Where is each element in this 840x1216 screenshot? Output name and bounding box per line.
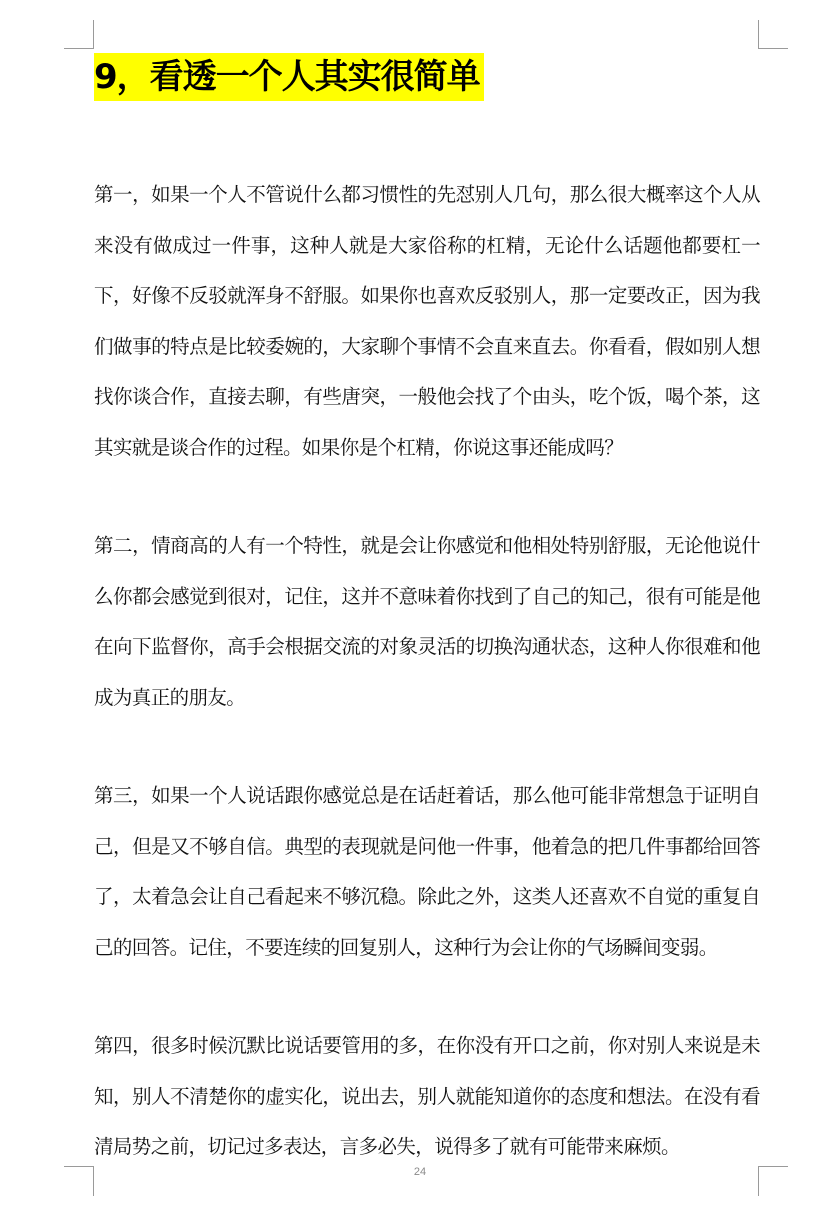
page-title: 9，看透一个人其实很简单 [94,53,484,101]
paragraph-third: 第三，如果一个人说话跟你感觉总是在话赶着话，那么他可能非常想急于证明自己，但是又不够自信。典型的表现就是问他一件事，他着急的把几件事都给回答了，太着急会让自己看起来不够沉稳。除此之外，这类人还喜欢不自觉的重复自己的回答。记住，不要连续的回复别人，这种行为会让你的气场瞬间变弱。 [94,784,760,959]
crop-mark-top-left-vertical [93,20,94,49]
crop-mark-top-right-horizontal [758,48,788,49]
paragraph-first: 第一，如果一个人不管说什么都习惯性的先怼别人几句，那么很大概率这个人从来没有做成过一件事，这种人就是大家俗称的杠精，无论什么话题他都要杠一下，好像不反驳就浑身不舒服。如果你也喜欢反驳别人，那一定要改正，因为我们做事的特点是比较委婉的，大家聊个事情不会直来直去。你看看，假如别人想找你谈合作，直接去聊，有些唐突，一般他会找了个由头，吃个饭，喝个茶，这其实就是谈合作的过程。如果你是个杠精，你说这事还能成吗？ [94,183,760,459]
paragraph-fourth: 第四，很多时候沉默比说话要管用的多，在你没有开口之前，你对别人来说是未知，别人不清楚你的虚实化，说出去，别人就能知道你的态度和想法。在没有看清局势之前，切记过多表达，言多必失，说得多了就有可能带来麻烦。 [94,1034,760,1158]
paragraph-second: 第二，情商高的人有一个特性，就是会让你感觉和他相处特别舒服，无论他说什么你都会感觉到很对，记住，这并不意味着你找到了自己的知己，很有可能是他在向下监督你，高手会根据交流的对象灵活的切换沟通状态，这种人你很难和他成为真正的朋友。 [94,534,760,709]
page-number: 24 [413,1166,427,1178]
crop-mark-top-right-vertical [758,20,759,49]
crop-mark-top-left-horizontal [64,48,94,49]
